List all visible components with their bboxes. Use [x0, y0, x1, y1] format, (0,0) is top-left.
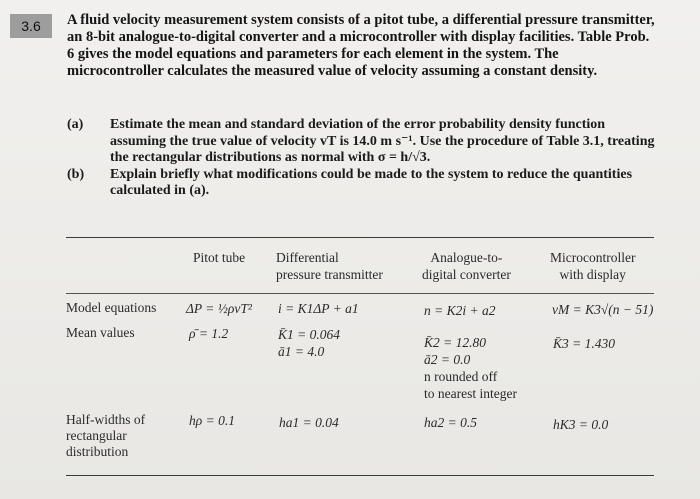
part-b-text: Explain briefly what modifications could be made to the system to reduce the quantities calculated in (a). — [110, 166, 633, 198]
half-widths-line2: rectangular — [66, 428, 127, 443]
mean-a1: ā1 = 4.0 — [278, 344, 325, 359]
model-eq-transmitter: i = K1ΔP + a1 — [278, 301, 359, 316]
mean-k3: K̄3 = 1.430 — [553, 336, 615, 351]
halfwidth-k3: hK3 = 0.0 — [553, 417, 609, 432]
part-a-label: (a) — [67, 117, 84, 132]
problem-statement: A fluid velocity measurement system consists of a pitot tube, a differential pressure transmitter, an 8-bit analogue-to-digital converter and a microcontroller with display facilities. Table Prob. 6 gives the model equations and parameters for each element in the system. The microcontroller calculates the measured value of velocity assuming a constant density. — [67, 12, 655, 79]
half-widths-line1: Half-widths of — [66, 412, 146, 427]
half-widths-line3: distribution — [66, 444, 129, 459]
mean-k2: K̄2 = 12.80 — [424, 335, 486, 350]
problem-parts — [67, 117, 657, 200]
halfwidth-a1: ha1 = 0.04 — [279, 415, 339, 430]
adc-rounding-note-2: to nearest integer — [424, 386, 517, 401]
header-adc-line2: digital converter — [422, 267, 511, 282]
mean-transmitter — [278, 326, 340, 360]
row-label-half-widths — [66, 412, 145, 460]
mean-pitot-rho: ρ̄ = 1.2 — [189, 326, 229, 341]
header-micro-line2: with display — [559, 267, 626, 282]
mean-k1: K̄1 = 0.064 — [278, 327, 340, 342]
row-label-mean-values: Mean values — [66, 325, 135, 340]
problem-number-badge: 3.6 — [10, 14, 52, 38]
mean-a2: ā2 = 0.0 — [424, 352, 471, 367]
part-b — [67, 167, 657, 200]
header-microcontroller — [550, 249, 635, 283]
model-eq-adc: n = K2i + a2 — [424, 303, 496, 318]
table-bottom-rule — [66, 475, 654, 476]
model-eq-pitot: ΔP = ½ρvT² — [186, 301, 252, 316]
header-adc-line1: Analogue-to- — [430, 250, 503, 265]
table-top-rule — [66, 237, 654, 238]
adc-rounding-note-1: n rounded off — [424, 369, 498, 384]
header-transmitter — [276, 249, 383, 283]
part-b-label: (b) — [67, 166, 85, 182]
header-adc — [422, 249, 511, 283]
part-a-text: Estimate the mean and standard deviation of the error probability density function assuming the true value of velocity vT is 14.0 m s⁻¹. Use the procedure of Table 3.1, treating the rectangular distributions as normal with σ = h/√3. — [110, 117, 655, 165]
header-transmitter-line1: Differential — [276, 250, 339, 265]
halfwidth-a2: ha2 = 0.5 — [424, 415, 477, 430]
header-pitot-tube: Pitot tube — [193, 250, 246, 265]
header-micro-line1: Microcontroller — [550, 250, 636, 265]
row-label-model-equations: Model equations — [66, 300, 157, 315]
model-eq-micro: vM = K3√(n − 51) — [552, 302, 654, 317]
mean-adc — [424, 334, 517, 402]
part-a — [67, 117, 657, 167]
header-transmitter-line2: pressure transmitter — [276, 267, 383, 282]
table-header-rule — [66, 293, 654, 294]
halfwidth-rho: hρ = 0.1 — [189, 413, 235, 428]
